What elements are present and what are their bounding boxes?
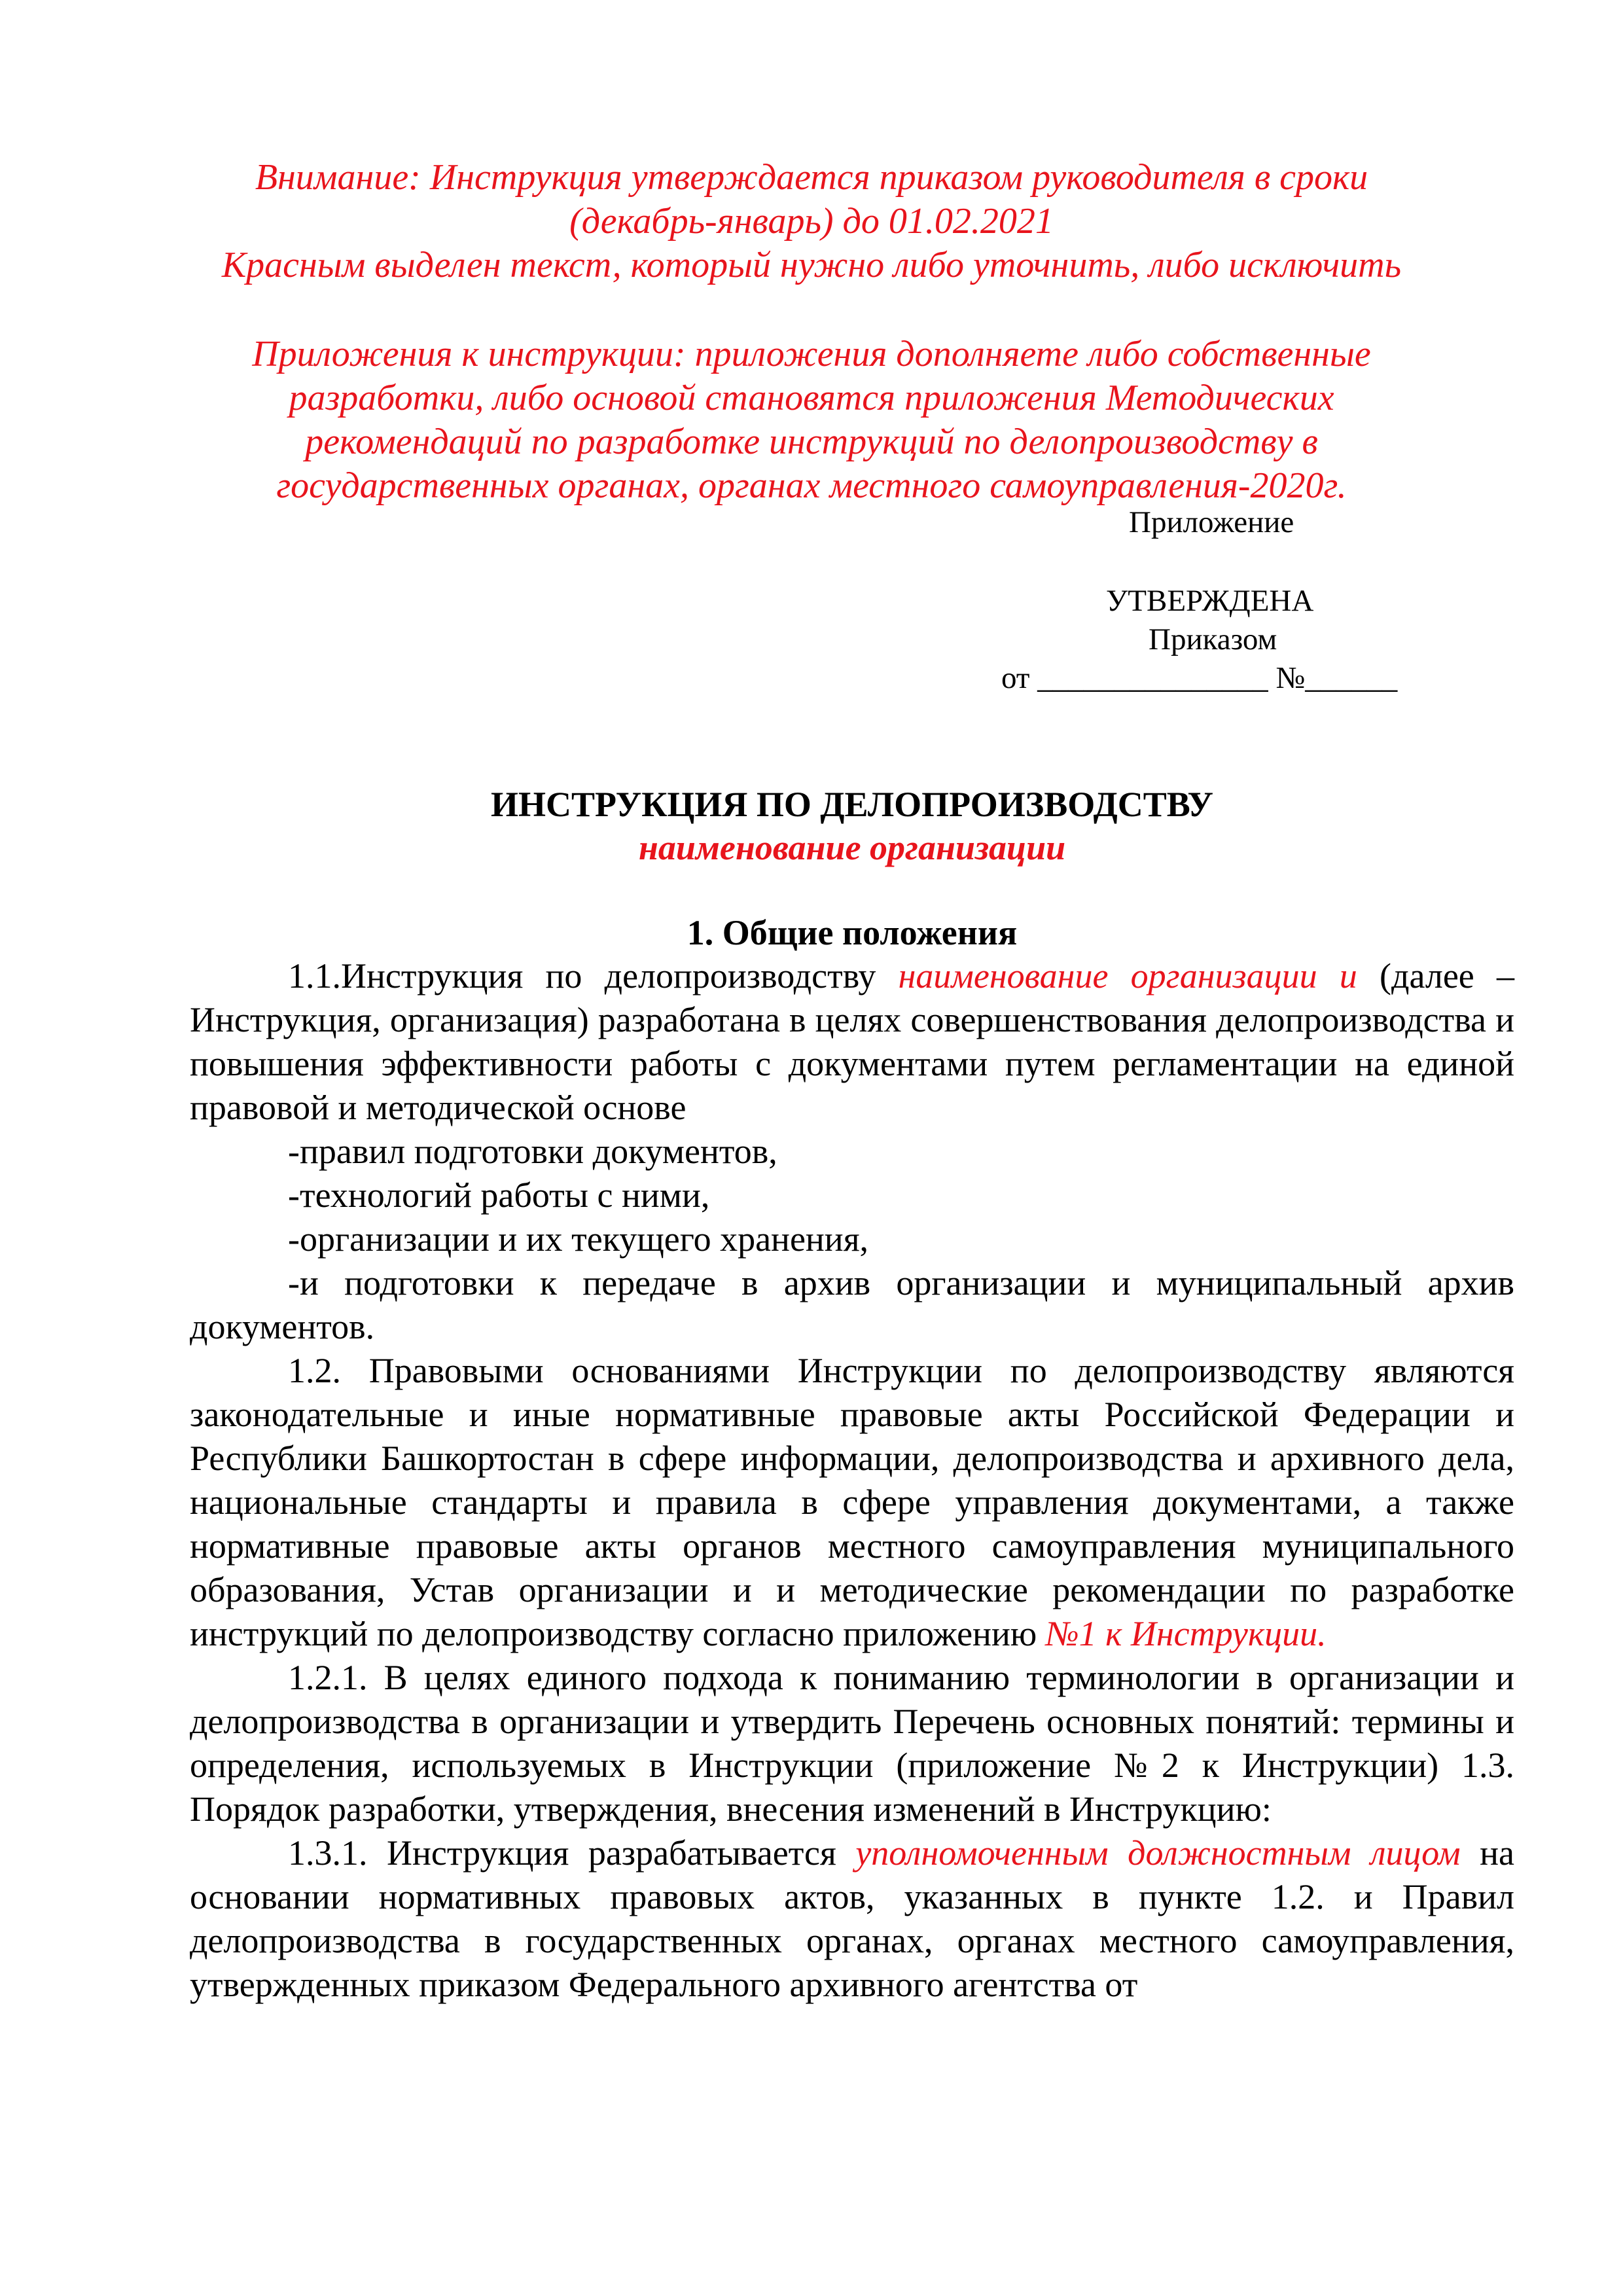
list-item: -технологий работы с ними, xyxy=(288,1175,710,1215)
list-item: -организации и их текущего хранения, xyxy=(288,1219,869,1259)
paragraph-1-1-start: 1.1.Инструкция по делопроизводству xyxy=(288,956,899,996)
attention-notice-line: Внимание: Инструкция утверждается приказом руководителя в сроки (декабрь-январь) до 01.02.2021 xyxy=(255,157,1368,242)
paragraph-1-3-1-red-text: уполномоченным должностным лицом xyxy=(855,1833,1461,1873)
appendix-label: Приложение xyxy=(1129,505,1294,539)
organization-name-placeholder: наименование организации xyxy=(638,828,1066,867)
order-label: Приказом xyxy=(1149,622,1277,656)
paragraph-1-3-1-end: на основании нормативных правовых актов, указанных в пункте 1.2. и Правил делопроизводства в государственных органах, органах местного самоуправления, утвержденных приказом Федерального архивного агентства от xyxy=(190,1833,1514,2004)
appendix-notice-text: Приложения к инструкции: приложения дополняете либо собственные разработки, либо основой становятся приложения Методических рекомендаций по разработке инструкций по делопроизводству в государственных органах, органах местного самоуправления-2020г. xyxy=(252,334,1371,506)
section-heading: 1. Общие положения xyxy=(687,913,1018,952)
paragraph-1-2 xyxy=(190,1349,1514,1656)
document-title-block xyxy=(190,783,1514,869)
paragraph-1-2-1: 1.2.1. В целях единого подхода к пониманию терминологии в организации и делопроизводства в организации и утвердить Перечень основных понятий: термины и определения, используемых в Инструкции (приложение №2 к Инструкции) 1.3. Порядок разработки, утверждения, внесения изменений в Инструкцию: xyxy=(190,1658,1514,1829)
paragraph-1-2-red-text: №1 к Инструкции. xyxy=(1045,1614,1327,1653)
paragraph-1-3-1 xyxy=(190,1831,1514,2007)
order-date-number-line: от _______________ №______ xyxy=(1001,661,1398,695)
list-item: -правил подготовки документов, xyxy=(288,1132,777,1171)
approved-label: УТВЕРЖДЕНА xyxy=(1106,584,1314,618)
paragraph-1-2-start: 1.2. Правовыми основаниями Инструкции по делопроизводству являются законодательные и иные нормативные правовые акты Российской Федерации и Республики Башкортостан в сфере информации, делопроизводства и архивного дела, национальные стандарты и правила в сфере управления документами, а также нормативные правовые акты органов местного самоуправления муниципального образования, Устав организации и и методические рекомендации по разработке инструкций по делопроизводству согласно приложению xyxy=(190,1351,1514,1653)
attention-notice xyxy=(196,156,1427,287)
list-item: -и подготовки к передаче в архив организации и муниципальный архив документов. xyxy=(190,1263,1514,1346)
paragraph-1-1 xyxy=(190,954,1514,1130)
appendix-notice xyxy=(249,332,1374,508)
paragraph-1-3-1-start: 1.3.1. Инструкция разрабатывается xyxy=(288,1833,856,1873)
paragraph-1-1-red-text: наименование организации и xyxy=(898,956,1357,996)
document-title: ИНСТРУКЦИЯ ПО ДЕЛОПРОИЗВОДСТВУ xyxy=(490,785,1214,824)
red-text-explanation: Красным выделен текст, который нужно либо уточнить, либо исключить xyxy=(221,245,1402,285)
paragraph-1-1-end: (далее – Инструкция, организация) разработана в целях совершенствования делопроизводства и повышения эффективности работы с документами путем регламентации на единой правовой и методической основе xyxy=(190,956,1514,1127)
document-body xyxy=(190,954,1514,2007)
